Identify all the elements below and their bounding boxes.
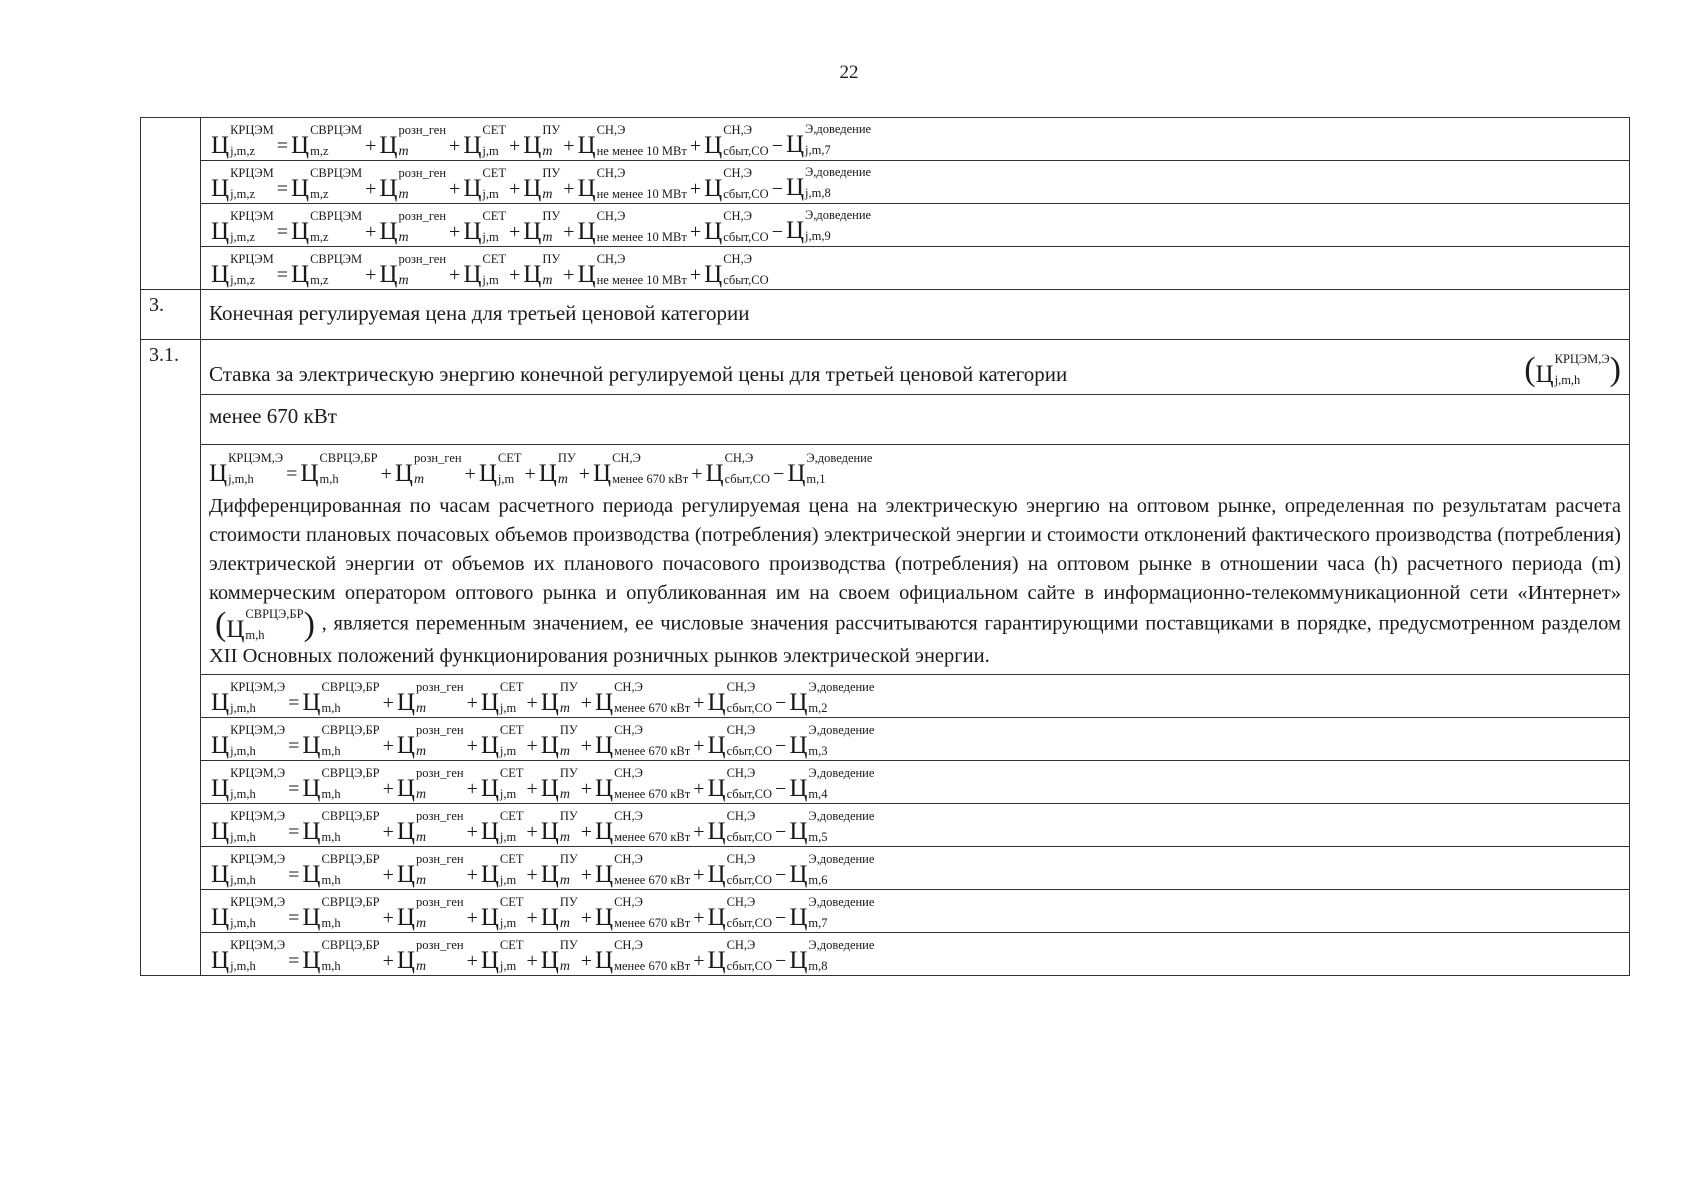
- term-set: Ц СЕТ j,m: [463, 123, 506, 159]
- formula: Ц КРЦЭМ,Э j,m,h = Ц СВРЦЭ,БР m,h + Ц розн_ген m + Ц СЕТ j,m + Ц ПУ m + Ц СН,Э менее 670 кВт + Ц СН,Э сбыт,СО − Ц Э,доведение m,5: [211, 809, 875, 845]
- term-dovedenie: Ц Э,доведение m,1: [787, 451, 873, 487]
- formula-cell: [201, 247, 1630, 290]
- row-number-cell: [141, 118, 201, 161]
- term-rozn-gen: Ц розн_ген m: [396, 809, 464, 845]
- formula-row: [141, 933, 1630, 976]
- term-sbyt: Ц СН,Э сбыт,СО: [704, 252, 769, 288]
- term-pu: Ц ПУ m: [540, 852, 578, 888]
- term-svrce-br: Ц СВРЦЭ,БР m,h: [302, 938, 380, 974]
- term-set: Ц СЕТ j,m: [463, 209, 506, 245]
- formula-row: [141, 761, 1630, 804]
- svrce-br-symbol: ( Ц СВРЦЭ,БР m,h ): [215, 606, 315, 643]
- formula-cell: [201, 118, 1630, 161]
- term-sn: Ц СН,Э менее 670 кВт: [595, 766, 691, 802]
- rate-title-row: [141, 340, 1630, 395]
- term-dovedenie: Ц Э,доведение j,m,7: [785, 122, 872, 158]
- section-number: 3.: [141, 290, 201, 340]
- term-pu: Ц ПУ m: [540, 809, 578, 845]
- term-dovedenie: Ц Э,доведение m,3: [789, 723, 875, 759]
- term-pu: Ц ПУ m: [540, 723, 578, 759]
- term-rozn-gen: Ц розн_ген m: [396, 766, 464, 802]
- term-rozn-gen: Ц розн_ген m: [394, 451, 462, 487]
- formula-row: [141, 204, 1630, 247]
- term-sn: Ц СН,Э менее 670 кВт: [595, 938, 691, 974]
- term-svrce-br: Ц СВРЦЭ,БР m,h: [300, 451, 378, 487]
- term-set: Ц СЕТ j,m: [480, 680, 524, 716]
- row-number-cell: [141, 204, 201, 247]
- formula: Ц КРЦЭМ,Э j,m,h = Ц СВРЦЭ,БР m,h + Ц розн_ген m + Ц СЕТ j,m + Ц ПУ m + Ц СН,Э менее 670 кВт + Ц СН,Э сбыт,СО − Ц Э,доведение m,2: [211, 680, 875, 716]
- term-dovedenie: Ц Э,доведение m,5: [789, 809, 875, 845]
- lhs-term: Ц КРЦЭМ,Э j,m,h: [211, 680, 286, 716]
- term-dovedenie: Ц Э,доведение m,7: [789, 895, 875, 931]
- lhs-term: Ц КРЦЭМ j,m,z: [211, 209, 274, 245]
- formula-cell: [201, 890, 1630, 933]
- lhs-term: Ц КРЦЭМ j,m,z: [211, 166, 274, 202]
- term-set: Ц СЕТ j,m: [480, 809, 524, 845]
- term-rozn-gen: Ц розн_ген m: [396, 852, 464, 888]
- formula: Ц КРЦЭМ,Э j,m,h = Ц СВРЦЭ,БР m,h + Ц розн_ген m + Ц СЕТ j,m + Ц ПУ m + Ц СН,Э менее 670 кВт + Ц СН,Э сбыт,СО − Ц Э,доведение m,1: [209, 451, 873, 487]
- term-svrce-br: Ц СВРЦЭ,БР m,h: [302, 680, 380, 716]
- term-sbyt: Ц СН,Э сбыт,СО: [707, 809, 773, 845]
- term-dovedenie: Ц Э,доведение j,m,9: [785, 208, 872, 244]
- formula: Ц КРЦЭМ j,m,z = Ц СВРЦЭМ m,z + Ц розн_ген m + Ц СЕТ j,m + Ц ПУ m + Ц СН,Э не менее 10 МВт + Ц СН,Э сбыт,СО: [211, 252, 769, 288]
- term-pu: Ц ПУ m: [523, 209, 561, 245]
- term-svrcem: Ц СВРЦЭМ m,z: [291, 252, 363, 288]
- formula-cell: [201, 933, 1630, 976]
- formula-cell: [201, 847, 1630, 890]
- formula: Ц КРЦЭМ j,m,z = Ц СВРЦЭМ m,z + Ц розн_ген m + Ц СЕТ j,m + Ц ПУ m + Ц СН,Э не менее 10 МВт + Ц СН,Э сбыт,СО − Ц Э,доведение j,m,8: [211, 165, 872, 202]
- term-set: Ц СЕТ j,m: [478, 451, 522, 487]
- formula-cell: [201, 675, 1630, 718]
- row-number-cell: [141, 161, 201, 204]
- section-title-cell: [201, 290, 1630, 340]
- term-pu: Ц ПУ m: [523, 252, 561, 288]
- term-pu: Ц ПУ m: [523, 166, 561, 202]
- subsection-number: 3.1.: [141, 340, 201, 976]
- term-pu: Ц ПУ m: [540, 766, 578, 802]
- term-set: Ц СЕТ j,m: [480, 852, 524, 888]
- term-sn: Ц СН,Э не менее 10 МВт: [577, 209, 687, 245]
- description-paragraph: Дифференцированная по часам расчетного периода регулируемая цена на электрическую энергию на оптовом рынке, определенная по результатам расчета стоимости плановых почасовых объемов производства (потребления) электрической энергии и стоимости отклонений фактического производства (потребления) электрической энергии от объемов их планового почасового производства (потребления) на оптовом рынке в отношении часа (h) расчетного периода (m) коммерческим оператором оптового рынка и опубликованная им на своем официальном сайте в информационно-телекоммуникационной сети «Интернет» ( Ц СВРЦЭ,БР m,h ) , является переменным значением, ее числовые значения рассчитываются гарантирующими поставщиками в порядке, предусмотренном разделом XII Основных положений функционирования розничных рынков электрической энергии.: [209, 495, 1621, 667]
- term-rozn-gen: Ц розн_ген m: [396, 680, 464, 716]
- term-sbyt: Ц СН,Э сбыт,СО: [707, 766, 773, 802]
- lhs-term: Ц КРЦЭМ,Э j,m,h: [211, 852, 286, 888]
- lhs-term: Ц КРЦЭМ,Э j,m,h: [211, 895, 286, 931]
- formula-cell: [201, 161, 1630, 204]
- term-set: Ц СЕТ j,m: [480, 895, 524, 931]
- term-svrce-br: Ц СВРЦЭ,БР m,h: [302, 895, 380, 931]
- term-sbyt: Ц СН,Э сбыт,СО: [707, 938, 773, 974]
- term-dovedenie: Ц Э,доведение m,4: [789, 766, 875, 802]
- formula-row: [141, 675, 1630, 718]
- term-set: Ц СЕТ j,m: [480, 766, 524, 802]
- lhs-term: Ц КРЦЭМ j,m,z: [211, 252, 274, 288]
- rate-title: Ставка за электрическую энергию конечной регулируемой цены для третьей ценовой категории: [209, 362, 1068, 386]
- formula-row: [141, 890, 1630, 933]
- first-formula-row: [141, 445, 1630, 675]
- term-pu: Ц ПУ m: [540, 680, 578, 716]
- term-set: Ц СЕТ j,m: [480, 938, 524, 974]
- term-rozn-gen: Ц розн_ген m: [379, 252, 447, 288]
- term-rozn-gen: Ц розн_ген m: [379, 123, 447, 159]
- term-dovedenie: Ц Э,доведение m,8: [789, 938, 875, 974]
- lhs-term: Ц КРЦЭМ j,m,z: [211, 123, 274, 159]
- term-svrce-br: Ц СВРЦЭ,БР m,h: [302, 809, 380, 845]
- term-rozn-gen: Ц розн_ген m: [379, 209, 447, 245]
- row-number-cell: [141, 247, 201, 290]
- term-sbyt: Ц СН,Э сбыт,СО: [705, 451, 771, 487]
- rate-symbol: ( Ц КРЦЭМ,Э j,m,h ): [1524, 351, 1621, 388]
- formula-row: [141, 118, 1630, 161]
- formula: Ц КРЦЭМ,Э j,m,h = Ц СВРЦЭ,БР m,h + Ц розн_ген m + Ц СЕТ j,m + Ц ПУ m + Ц СН,Э менее 670 кВт + Ц СН,Э сбыт,СО − Ц Э,доведение m,6: [211, 852, 875, 888]
- category-row: [141, 395, 1630, 445]
- term-dovedenie: Ц Э,доведение m,6: [789, 852, 875, 888]
- page-number: 22: [839, 62, 859, 83]
- category-label: менее 670 кВт: [209, 404, 337, 428]
- formula-cell: [201, 804, 1630, 847]
- term-rozn-gen: Ц розн_ген m: [396, 895, 464, 931]
- term-dovedenie-group: − Ц Э,доведение j,m,9: [771, 208, 872, 244]
- term-sn: Ц СН,Э не менее 10 МВт: [577, 123, 687, 159]
- term-sn: Ц СН,Э не менее 10 МВт: [577, 166, 687, 202]
- lhs-term: Ц КРЦЭМ,Э j,m,h: [211, 766, 286, 802]
- term-sn: Ц СН,Э менее 670 кВт: [593, 451, 689, 487]
- term-svrce-br: Ц СВРЦЭ,БР m,h: [302, 723, 380, 759]
- term-pu: Ц ПУ m: [540, 895, 578, 931]
- formula-cell: [201, 761, 1630, 804]
- formula-with-description-cell: [201, 445, 1630, 675]
- term-dovedenie: Ц Э,доведение m,2: [789, 680, 875, 716]
- term-svrcem: Ц СВРЦЭМ m,z: [291, 123, 363, 159]
- formula: Ц КРЦЭМ j,m,z = Ц СВРЦЭМ m,z + Ц розн_ген m + Ц СЕТ j,m + Ц ПУ m + Ц СН,Э не менее 10 МВт + Ц СН,Э сбыт,СО − Ц Э,доведение j,m,9: [211, 208, 872, 245]
- formula-row: [141, 247, 1630, 290]
- term-dovedenie-group: − Ц Э,доведение j,m,7: [771, 122, 872, 158]
- formula-row: [141, 804, 1630, 847]
- term-dovedenie-group: − Ц Э,доведение j,m,8: [771, 165, 872, 201]
- term-dovedenie: Ц Э,доведение j,m,8: [785, 165, 872, 201]
- term-sbyt: Ц СН,Э сбыт,СО: [704, 166, 769, 202]
- term-svrcem: Ц СВРЦЭМ m,z: [291, 166, 363, 202]
- lhs-term: Ц КРЦЭМ,Э j,m,h: [211, 809, 286, 845]
- term-set: Ц СЕТ j,m: [463, 166, 506, 202]
- term-svrce-br: Ц СВРЦЭ,БР m,h: [302, 852, 380, 888]
- term-set: Ц СЕТ j,m: [463, 252, 506, 288]
- formula-cell: [201, 718, 1630, 761]
- term-rozn-gen: Ц розн_ген m: [396, 723, 464, 759]
- term-sn: Ц СН,Э не менее 10 МВт: [577, 252, 687, 288]
- term-sn: Ц СН,Э менее 670 кВт: [595, 852, 691, 888]
- formula: Ц КРЦЭМ,Э j,m,h = Ц СВРЦЭ,БР m,h + Ц розн_ген m + Ц СЕТ j,m + Ц ПУ m + Ц СН,Э менее 670 кВт + Ц СН,Э сбыт,СО − Ц Э,доведение m,7: [211, 895, 875, 931]
- term-set: Ц СЕТ j,m: [480, 723, 524, 759]
- lhs-term: Ц КРЦЭМ,Э j,m,h: [211, 723, 286, 759]
- formula-cell: [201, 204, 1630, 247]
- formula: Ц КРЦЭМ,Э j,m,h = Ц СВРЦЭ,БР m,h + Ц розн_ген m + Ц СЕТ j,m + Ц ПУ m + Ц СН,Э менее 670 кВт + Ц СН,Э сбыт,СО − Ц Э,доведение m,4: [211, 766, 875, 802]
- term-pu: Ц ПУ m: [523, 123, 561, 159]
- formula: Ц КРЦЭМ,Э j,m,h = Ц СВРЦЭ,БР m,h + Ц розн_ген m + Ц СЕТ j,m + Ц ПУ m + Ц СН,Э менее 670 кВт + Ц СН,Э сбыт,СО − Ц Э,доведение m,8: [211, 938, 875, 974]
- term-rozn-gen: Ц розн_ген m: [396, 938, 464, 974]
- term-sn: Ц СН,Э менее 670 кВт: [595, 723, 691, 759]
- section-row: [141, 290, 1630, 340]
- section-title: Конечная регулируемая цена для третьей ценовой категории: [209, 301, 750, 325]
- term-pu: Ц ПУ m: [538, 451, 576, 487]
- lhs-term: Ц КРЦЭМ,Э j,m,h: [211, 938, 286, 974]
- lhs-term: Ц КРЦЭМ,Э j,m,h: [209, 451, 284, 487]
- term-svrcem: Ц СВРЦЭМ m,z: [291, 209, 363, 245]
- term-sbyt: Ц СН,Э сбыт,СО: [704, 209, 769, 245]
- formula: Ц КРЦЭМ,Э j,m,h = Ц СВРЦЭ,БР m,h + Ц розн_ген m + Ц СЕТ j,m + Ц ПУ m + Ц СН,Э менее 670 кВт + Ц СН,Э сбыт,СО − Ц Э,доведение m,3: [211, 723, 875, 759]
- term-pu: Ц ПУ m: [540, 938, 578, 974]
- term-sbyt: Ц СН,Э сбыт,СО: [704, 123, 769, 159]
- term-sbyt: Ц СН,Э сбыт,СО: [707, 680, 773, 716]
- term-sbyt: Ц СН,Э сбыт,СО: [707, 895, 773, 931]
- tariff-table: [140, 117, 1630, 976]
- formula-row: [141, 161, 1630, 204]
- term-sbyt: Ц СН,Э сбыт,СО: [707, 723, 773, 759]
- term-sn: Ц СН,Э менее 670 кВт: [595, 895, 691, 931]
- rate-title-cell: [201, 340, 1630, 395]
- term-sbyt: Ц СН,Э сбыт,СО: [707, 852, 773, 888]
- term-sn: Ц СН,Э менее 670 кВт: [595, 809, 691, 845]
- formula-row: [141, 718, 1630, 761]
- formula-row: [141, 847, 1630, 890]
- term-rozn-gen: Ц розн_ген m: [379, 166, 447, 202]
- term-svrce-br: Ц СВРЦЭ,БР m,h: [302, 766, 380, 802]
- term-sn: Ц СН,Э менее 670 кВт: [595, 680, 691, 716]
- category-cell: [201, 395, 1630, 445]
- formula: Ц КРЦЭМ j,m,z = Ц СВРЦЭМ m,z + Ц розн_ген m + Ц СЕТ j,m + Ц ПУ m + Ц СН,Э не менее 10 МВт + Ц СН,Э сбыт,СО − Ц Э,доведение j,m,7: [211, 122, 872, 159]
